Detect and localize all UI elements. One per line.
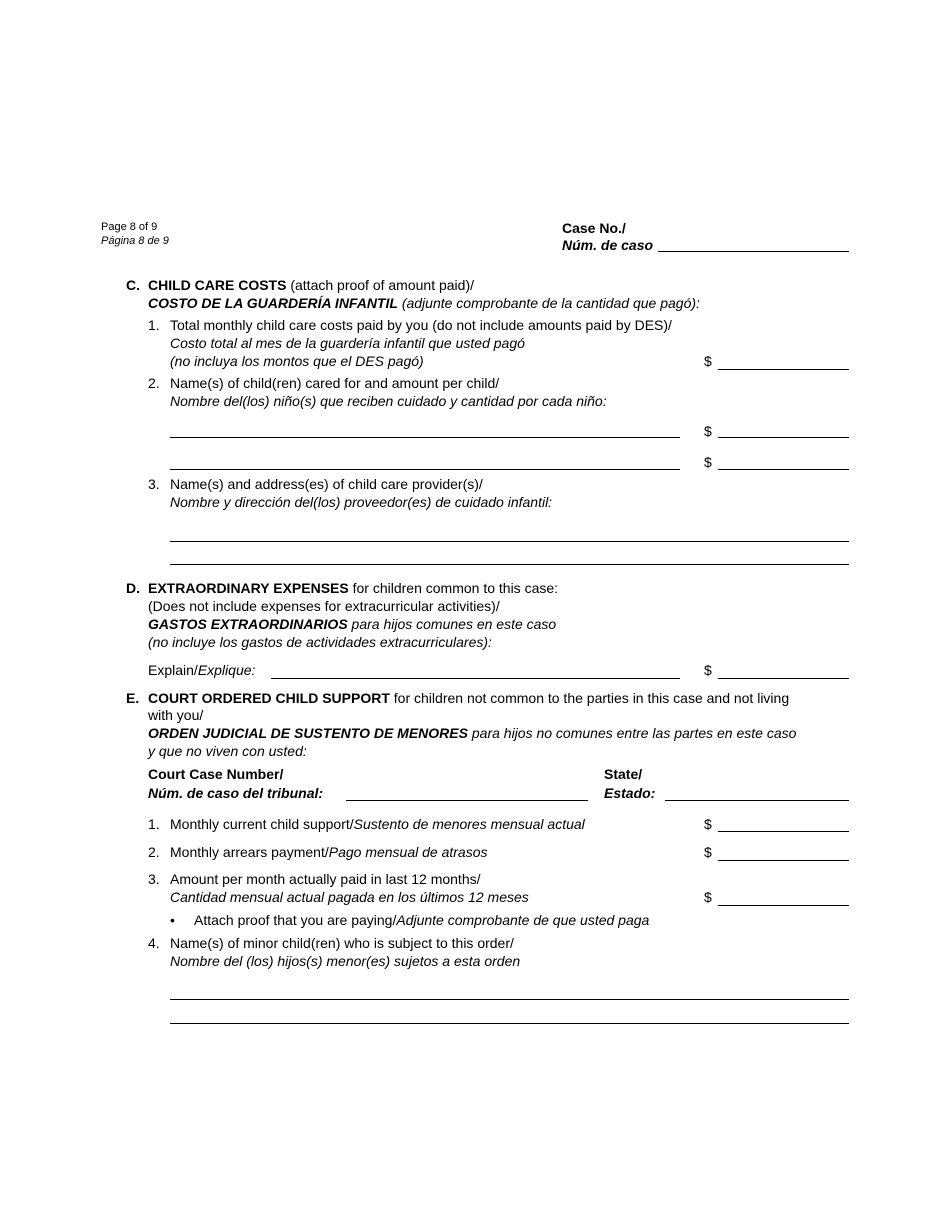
c-item3-label: Name(s) and address(es) of child care provider(s)/	[170, 476, 483, 492]
section-e-title-es: ORDEN JUDICIAL DE SUSTENTO DE MENORES	[148, 725, 468, 741]
c-provider-field-2[interactable]	[170, 546, 849, 565]
c-child-dollar-2: $	[704, 454, 712, 470]
c-item3-label-es: Nombre y dirección del(los) proveedor(es) de cuidado infantil:	[170, 494, 553, 510]
section-c-title-es-line	[148, 295, 700, 312]
d-dollar: $	[704, 662, 712, 678]
c-provider-field-1[interactable]	[170, 523, 849, 542]
e-item1-dollar: $	[704, 816, 712, 832]
e-child-name-field-2[interactable]	[170, 1005, 849, 1024]
c-item2-num: 2.	[148, 375, 160, 391]
e-item3-label-es: Cantidad mensual actual pagada en los últimos 12 meses	[170, 889, 529, 905]
e-item1-label	[170, 816, 585, 833]
court-case-label-es: Núm. de caso del tribunal:	[148, 785, 324, 801]
state-field[interactable]	[665, 782, 849, 801]
c-item3-num: 3.	[148, 476, 160, 492]
section-c-letter: C.	[126, 277, 140, 293]
page-number: Page 8 of 9	[101, 221, 158, 233]
e-item2-amount-field[interactable]	[718, 842, 849, 861]
section-e-title-en: COURT ORDERED CHILD SUPPORT	[148, 690, 390, 706]
e-item4-label-es: Nombre del (los) hijos(s) menor(es) sujetos a esta orden	[170, 953, 521, 969]
e-child-name-field-1[interactable]	[170, 981, 849, 1000]
c-item1-label-es-2: (no incluya los montos que el DES pagó)	[170, 353, 424, 369]
c-item2-label: Name(s) of child(ren) cared for and amount per child/	[170, 375, 500, 391]
page-number-es: Página 8 de 9	[101, 235, 169, 247]
section-e-title-en-rest: for children not common to the parties in this case and not living	[389, 690, 790, 706]
c-item2-label-es: Nombre del(los) niño(s) que reciben cuidado y cantidad por cada niño:	[170, 393, 607, 409]
e-bullet-text	[194, 912, 649, 929]
d-explain-label-en: Explain/	[148, 662, 198, 678]
e-bullet-text-es: Adjunte comprobante de que usted paga	[396, 912, 650, 928]
e-item3-amount-field[interactable]	[718, 887, 849, 906]
section-d-title-en-rest: for children common to this case:	[348, 580, 559, 596]
case-no-field[interactable]	[658, 233, 849, 252]
section-d-title-es-rest: para hijos comunes en este caso	[347, 616, 557, 632]
c-item1-num: 1.	[148, 317, 160, 333]
case-no-label: Case No./	[562, 220, 626, 236]
section-e-letter: E.	[126, 690, 140, 706]
court-case-label: Court Case Number/	[148, 766, 284, 782]
e-item3-dollar: $	[704, 889, 712, 905]
section-c-title-en-rest: (attach proof of amount paid)/	[286, 277, 475, 293]
c-child-amount-field-2[interactable]	[718, 451, 849, 470]
section-e-title-es-line2: y que no viven con usted:	[148, 743, 307, 759]
section-c-title	[148, 277, 474, 294]
section-d-note-es: (no incluye los gastos de actividades extracurriculares):	[148, 634, 492, 650]
section-d-note: (Does not include expenses for extracurricular activities)/	[148, 598, 500, 614]
d-explain-label-es: Explique:	[197, 662, 256, 678]
c-child-dollar-1: $	[704, 423, 712, 439]
e-item4-num: 4.	[148, 935, 160, 951]
section-d-title	[148, 580, 558, 597]
e-bullet-mark: •	[170, 912, 175, 928]
e-item2-label-es: Pago mensual de atrasos	[328, 844, 488, 860]
section-d-title-en: EXTRAORDINARY EXPENSES	[148, 580, 349, 596]
e-item3-num: 3.	[148, 871, 160, 887]
section-c-title-es-rest: (adjunte comprobante de la cantidad que pagó):	[397, 295, 700, 311]
e-item1-label-es: Sustento de menores mensual actual	[353, 816, 585, 832]
c-item1-label: Total monthly child care costs paid by you (do not include amounts paid by DES)/	[170, 317, 672, 333]
state-label-es: Estado:	[604, 785, 656, 801]
e-item1-num: 1.	[148, 816, 160, 832]
e-item2-label	[170, 844, 488, 861]
section-d-title-es-line	[148, 616, 556, 633]
e-item4-label: Name(s) of minor child(ren) who is subject to this order/	[170, 935, 514, 951]
e-item3-label: Amount per month actually paid in last 12 months/	[170, 871, 481, 887]
section-e-title	[148, 690, 789, 707]
section-e-title-line2: with you/	[148, 707, 204, 723]
d-explain-field[interactable]	[271, 660, 680, 679]
e-item1-label-en: Monthly current child support/	[170, 816, 354, 832]
e-item2-dollar: $	[704, 844, 712, 860]
c-child-amount-field-1[interactable]	[718, 419, 849, 438]
state-label: State/	[604, 766, 643, 782]
e-item2-label-en: Monthly arrears payment/	[170, 844, 329, 860]
section-c-title-es: COSTO DE LA GUARDERÍA INFANTIL	[148, 295, 398, 311]
e-item1-amount-field[interactable]	[718, 813, 849, 832]
c-item1-label-es: Costo total al mes de la guardería infantil que usted pagó	[170, 335, 525, 351]
court-case-field[interactable]	[346, 782, 588, 801]
section-c-title-en: CHILD CARE COSTS	[148, 277, 287, 293]
section-e-title-es-line	[148, 725, 796, 742]
c-item1-dollar: $	[704, 353, 712, 369]
c-item1-amount-field[interactable]	[718, 351, 849, 370]
c-child-name-field-1[interactable]	[170, 419, 680, 438]
e-bullet-text-en: Attach proof that you are paying/	[194, 912, 397, 928]
c-child-name-field-2[interactable]	[170, 451, 680, 470]
section-e-title-es-rest: para hijos no comunes entre las partes en este caso	[467, 725, 797, 741]
section-d-title-es: GASTOS EXTRAORDINARIOS	[148, 616, 348, 632]
case-no-label-es: Núm. de caso	[562, 237, 654, 253]
d-amount-field[interactable]	[718, 660, 849, 679]
section-d-letter: D.	[126, 580, 140, 596]
d-explain-label	[148, 662, 255, 679]
e-item2-num: 2.	[148, 844, 160, 860]
